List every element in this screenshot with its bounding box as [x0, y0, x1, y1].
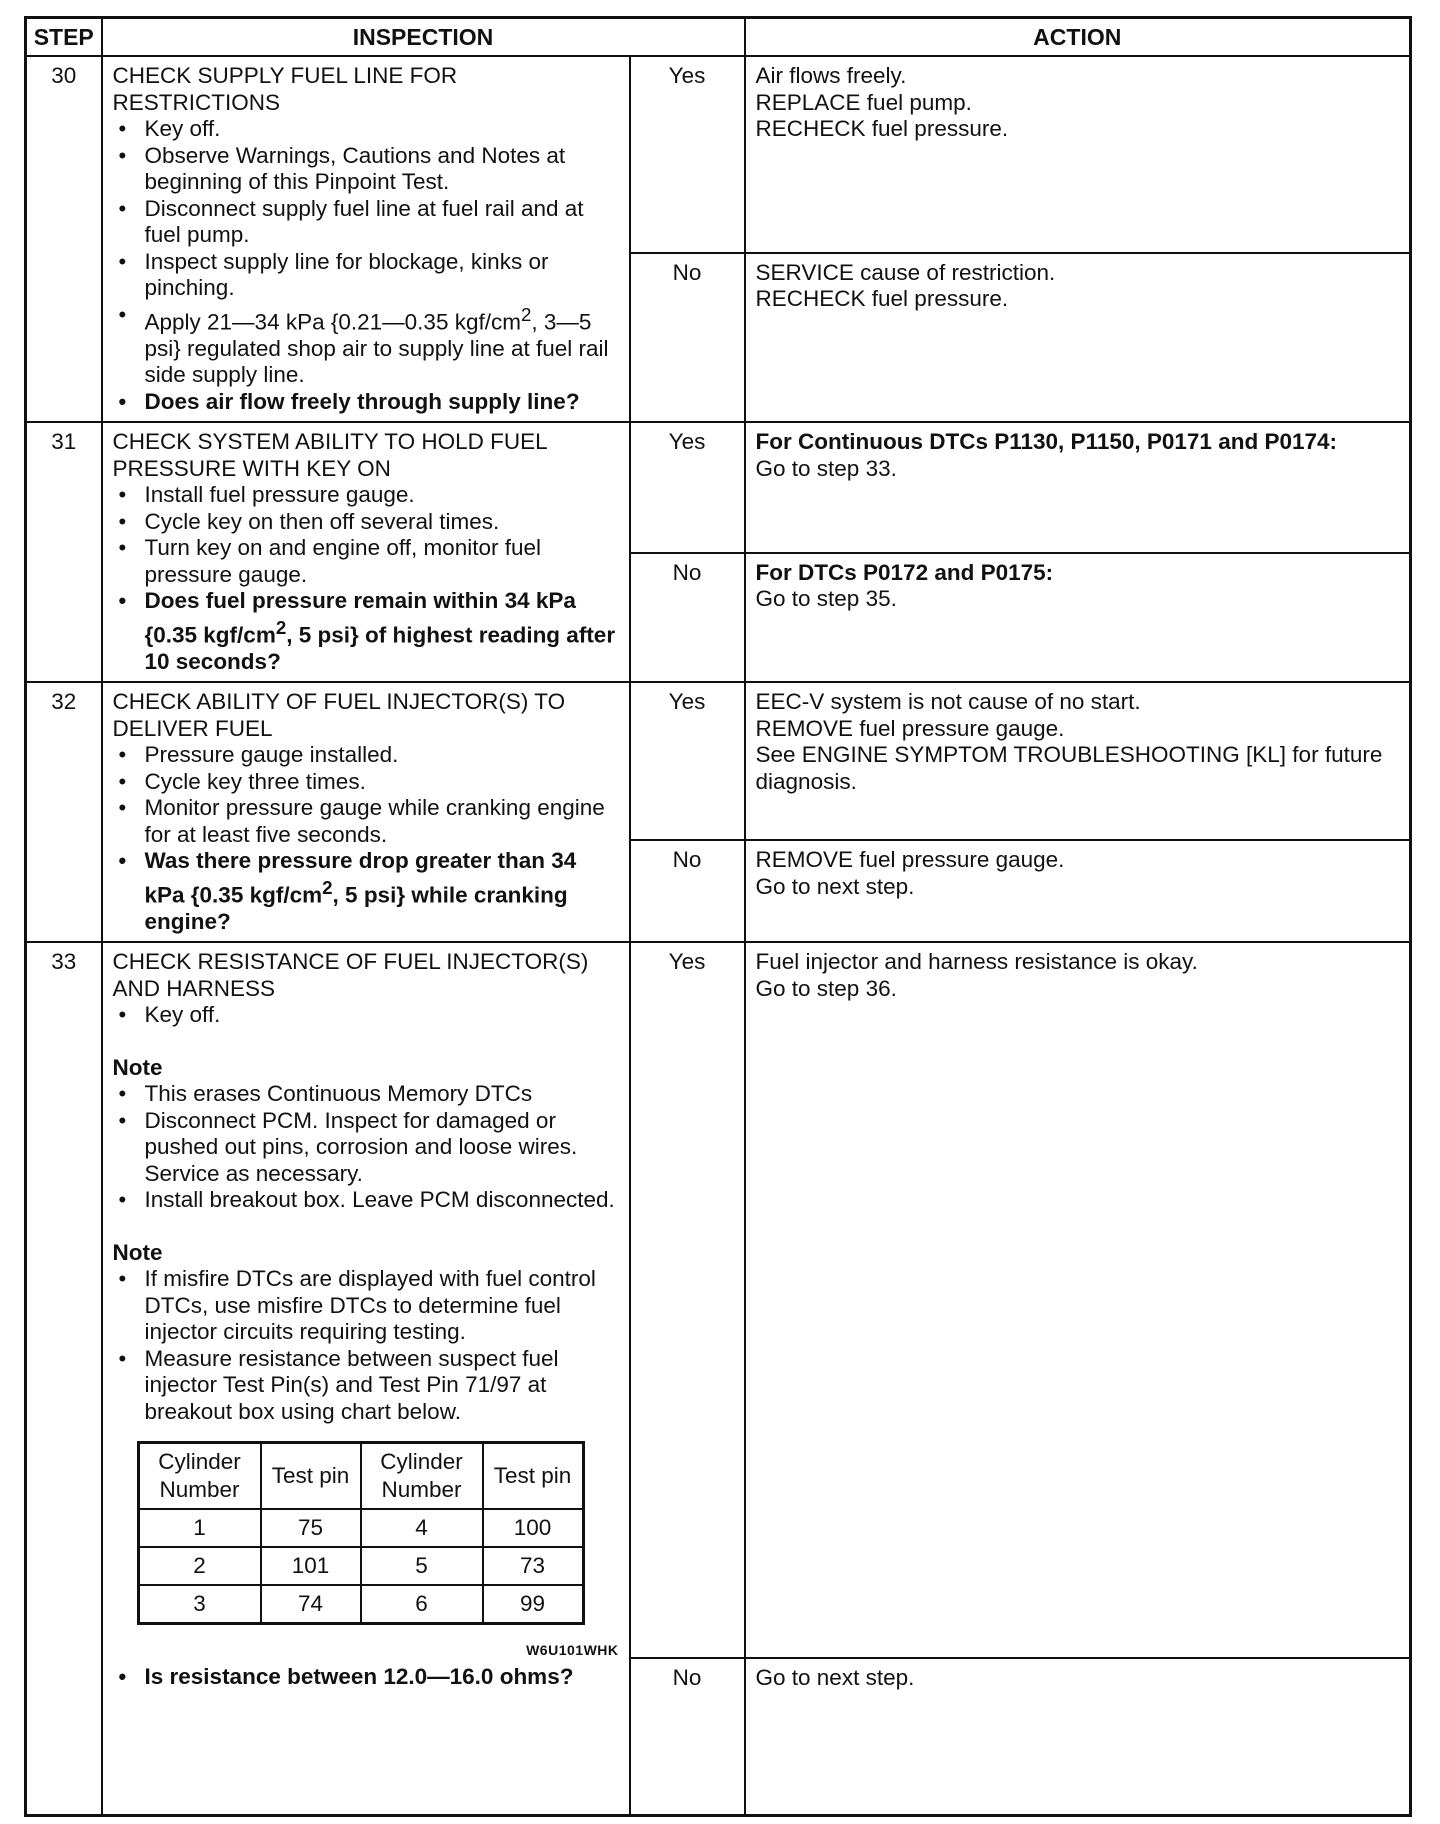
step-30-yes-row [26, 56, 1411, 253]
pin-table-cell: 5 [361, 1547, 483, 1585]
question [113, 848, 619, 935]
header-step: STEP [26, 18, 102, 57]
pin-table-cell: 6 [361, 1585, 483, 1624]
yes-label: Yes [630, 682, 745, 840]
step-title: CHECK ABILITY OF FUEL INJECTOR(S) TO DELIVER FUEL [112, 689, 566, 741]
action-condition: For DTCs P0172 and P0175: [755, 559, 1054, 585]
bullet: • Monitor pressure gauge while cranking engine for at least five seconds. [113, 795, 619, 848]
action-line: SERVICE cause of restriction. [755, 259, 1056, 285]
question: • Is resistance between 12.0—16.0 ohms? [113, 1664, 619, 1691]
yes-label: Yes [630, 56, 745, 253]
step-title: CHECK RESISTANCE OF FUEL INJECTOR(S) AND HARNESS [112, 949, 589, 1001]
superscript: 2 [520, 303, 532, 325]
step-number: 31 [26, 422, 102, 682]
pin-table-row [138, 1547, 583, 1585]
yes-action [745, 422, 1411, 553]
action-line: Air flows freely. [755, 63, 907, 88]
action-condition: For Continuous DTCs P1130, P1150, P0171 and P0174: [755, 429, 1337, 454]
no-label: No [630, 553, 745, 683]
step-31-yes-row [26, 422, 1411, 553]
pin-table-cell: 3 [138, 1585, 261, 1624]
step-32-yes-row [26, 682, 1411, 840]
bullet-apply-air [113, 302, 619, 389]
bullet: • Cycle key on then off several times. [113, 509, 619, 536]
action-line: REPLACE fuel pump. [755, 89, 972, 115]
bullet: • Disconnect PCM. Inspect for damaged or pushed out pins, corrosion and loose wires. Service as necessary. [113, 1108, 619, 1188]
pin-table-row [138, 1509, 583, 1547]
pin-table-header-cell: Test pin [483, 1443, 584, 1510]
superscript: 2 [322, 876, 333, 898]
step-30-inspection [102, 56, 630, 422]
question: • Does air flow freely through supply line? [113, 389, 619, 416]
no-label: No [630, 253, 745, 422]
yes-action [745, 942, 1411, 1658]
yes-action [745, 56, 1411, 253]
pin-table-cell: 101 [261, 1547, 361, 1585]
test-pin-table [137, 1441, 585, 1625]
figure-code: W6U101WHK [526, 1642, 619, 1658]
no-action [745, 253, 1411, 422]
step-title: CHECK SUPPLY FUEL LINE FOR RESTRICTIONS [112, 63, 458, 115]
pin-table-header [138, 1443, 583, 1510]
yes-label: Yes [630, 422, 745, 553]
action-line: Go to next step. [755, 873, 915, 899]
bullet: • Install breakout box. Leave PCM disconnected. [113, 1187, 619, 1214]
apply-text-pre: Apply 21—34 kPa {0.21—0.35 kgf/cm [144, 309, 521, 334]
step-33-inspection [102, 942, 630, 1815]
pin-table-cell: 4 [361, 1509, 483, 1547]
pin-table-cell: 1 [138, 1509, 261, 1547]
note-bullet: • If misfire DTCs are displayed with fuel control DTCs, use misfire DTCs to determine fuel injector circuits requiring testing. [113, 1266, 619, 1346]
apply-text-post: , 3—5 psi} regulated shop air to supply line at fuel rail side supply line. [144, 309, 609, 387]
action-line: RECHECK fuel pressure. [755, 286, 1009, 312]
pin-table-cell: 100 [483, 1509, 584, 1547]
no-label: No [630, 840, 745, 942]
no-action [745, 553, 1411, 683]
bullet: • Key off. [113, 1002, 619, 1029]
bullet: • Observe Warnings, Cautions and Notes at beginning of this Pinpoint Test. [113, 143, 619, 196]
question-post: , 5 psi} while cranking engine? [144, 882, 568, 934]
no-label: No [630, 1658, 745, 1815]
note-bullet: • This erases Continuous Memory DTCs [113, 1081, 619, 1108]
header-row [26, 18, 1411, 57]
pin-table-row [138, 1585, 583, 1624]
bullet: • Inspect supply line for blockage, kinks or pinching. [113, 249, 619, 302]
yes-action [745, 682, 1411, 840]
pin-table-cell: 73 [483, 1547, 584, 1585]
action-line: REMOVE fuel pressure gauge. [755, 715, 1065, 741]
header-inspection: INSPECTION [102, 18, 745, 57]
action-line: Go to step 36. [755, 975, 897, 1001]
action-line: See ENGINE SYMPTOM TROUBLESHOOTING [KL] for future diagnosis. [755, 742, 1383, 794]
bullet: • Pressure gauge installed. [113, 742, 619, 769]
bullet: • Disconnect supply fuel line at fuel rail and at fuel pump. [113, 196, 619, 249]
question-pre: Was there pressure drop greater than 34 kPa {0.35 kgf/cm [144, 848, 577, 907]
header-action: ACTION [745, 18, 1411, 57]
note-label: Note [112, 1239, 163, 1265]
no-action [745, 840, 1411, 942]
action-line: Go to step 33. [755, 455, 897, 481]
bullet: • Cycle key three times. [113, 769, 619, 796]
question-pre: Does fuel pressure remain within 34 kPa {0.35 kgf/cm [144, 588, 576, 647]
bullet: • Measure resistance between suspect fuel injector Test Pin(s) and Test Pin 71/97 at breakout box using chart below. [113, 1346, 619, 1426]
bullet: • Key off. [113, 116, 619, 143]
step-title: CHECK SYSTEM ABILITY TO HOLD FUEL PRESSURE WITH KEY ON [112, 429, 547, 481]
action-line: REMOVE fuel pressure gauge. [755, 847, 1065, 873]
action-line: Fuel injector and harness resistance is okay. [755, 949, 1198, 974]
pin-table-header-cell: Test pin [261, 1443, 361, 1510]
page [24, 16, 1412, 1817]
step-number: 30 [26, 56, 102, 422]
diagnostic-table [24, 16, 1412, 1817]
pin-table-cell: 2 [138, 1547, 261, 1585]
action-line: Go to step 35. [755, 586, 897, 611]
step-31-inspection [102, 422, 630, 682]
action-line: Go to next step. [755, 1665, 915, 1690]
question-post: , 5 psi} of highest reading after 10 seconds? [144, 622, 616, 674]
note-label: Note [112, 1054, 163, 1080]
step-number: 32 [26, 682, 102, 942]
question [113, 588, 619, 675]
step-number: 33 [26, 942, 102, 1815]
step-33-yes-row [26, 942, 1411, 1658]
yes-label: Yes [630, 942, 745, 1658]
pin-table-cell: 99 [483, 1585, 584, 1624]
action-line: EEC-V system is not cause of no start. [755, 689, 1141, 714]
pin-table-cell: 74 [261, 1585, 361, 1624]
step-32-inspection [102, 682, 630, 942]
pin-table-header-cell: Cylinder Number [138, 1443, 261, 1510]
superscript: 2 [275, 616, 287, 638]
action-line: RECHECK fuel pressure. [755, 116, 1009, 141]
pin-table-cell: 75 [261, 1509, 361, 1547]
no-action [745, 1658, 1411, 1815]
pin-table-header-cell: Cylinder Number [361, 1443, 483, 1510]
bullet: • Install fuel pressure gauge. [113, 482, 619, 509]
bullet: • Turn key on and engine off, monitor fuel pressure gauge. [113, 535, 619, 588]
